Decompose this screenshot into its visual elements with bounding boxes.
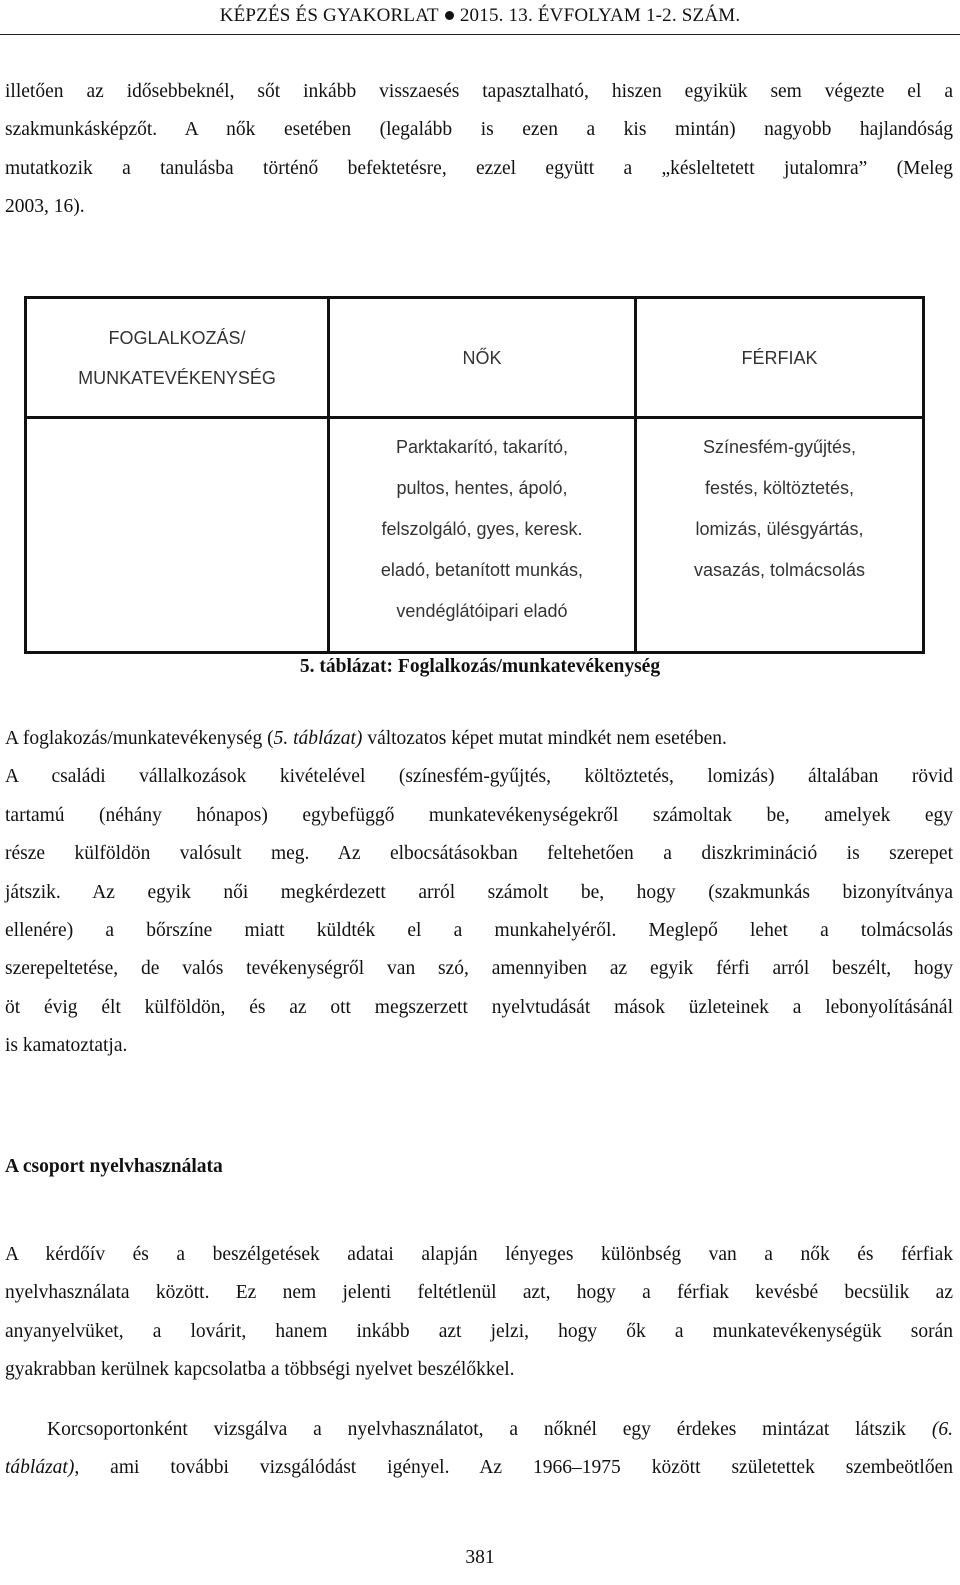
section-heading: A csoport nyelvhasználata: [5, 1156, 223, 1177]
cell-line: felszolgáló, gyes, keresk.: [381, 519, 583, 539]
text-line: tartamú (néhány hónapos) egybefüggő munkatevékenységekről számoltak be, amelyek egy: [5, 804, 953, 826]
table-reference: (6.: [931, 1419, 953, 1440]
text-line: [5, 1449, 953, 1487]
header-women: NŐK: [329, 298, 636, 418]
cell-line: pultos, hentes, ápoló,: [396, 478, 568, 498]
text-line: része külföldön valósult meg. Az elbocsátásokban feltehetően a diszkrimináció is szerepet: [5, 843, 953, 865]
cell-line: Színesfém-gyűjtés,: [702, 437, 857, 457]
text-line: is kamatoztatja.: [5, 1035, 128, 1057]
table-caption: 5. táblázat: Foglalkozás/munkatevékenység: [299, 656, 661, 677]
cell-line: vendéglátóipari eladó: [396, 601, 568, 621]
header-line: FOGLALKOZÁS/: [108, 327, 246, 348]
text-run: A foglakozás/munkatevékenység (: [5, 728, 274, 749]
text-line: [5, 1411, 953, 1449]
body-paragraph: [5, 720, 953, 1066]
text-line: nyelvhasználata között. Ez nem jelenti feltétlenül azt, hogy a férfiak kevésbé becsülik az: [5, 1282, 953, 1304]
text-line: mutatkozik a tanulásba történő befektetésre, ezzel együtt a „késleltetett jutalomra” (Meleg: [5, 157, 953, 179]
men-occupations-cell: [636, 418, 924, 653]
cell-line: lomizás, ülésgyártás,: [695, 519, 864, 539]
running-header: [0, 4, 960, 28]
women-occupations-cell: [329, 418, 636, 653]
text-line: ellenére) a bőrszíne miatt küldték el a munkahelyéről. Meglepő lehet a tolmácsolás: [5, 920, 953, 942]
text-line: illetően az idősebbeknél, sőt inkább visszaesés tapasztalható, hiszen egyikük sem végezte el a: [5, 81, 953, 102]
text-line: szerepeltetése, de valós tevékenységről van szó, amennyiben az egyik férfi arról beszélt, hogy: [5, 958, 953, 980]
header-line: MUNKATEVÉKENYSÉG: [78, 367, 276, 388]
table-header-row: [26, 298, 924, 418]
text-run: Korcsoportonként vizsgálva a nyelvhasználatot, a nőknél egy érdekes mintázat látszik: [47, 1419, 932, 1440]
text-line: A családi vállalkozások kivételével (színesfém-gyűjtés, költöztetés, lomizás) általában rövid: [5, 766, 953, 788]
cell-line: eladó, betanított munkás,: [380, 560, 584, 580]
text-line: anyanyelvüket, a lovárit, hanem inkább azt jelzi, hogy ők a munkatevékenységük során: [5, 1320, 953, 1342]
table-row: [26, 418, 924, 653]
text-line: [5, 720, 953, 758]
table-reference: 5. táblázat): [273, 728, 363, 749]
header-men: FÉRFIAK: [636, 298, 924, 418]
text-line: gyakrabban kerülnek kapcsolatba a többségi nyelvet beszélőkkel.: [5, 1359, 515, 1381]
body-paragraph: [5, 1236, 953, 1390]
bullet-icon: [445, 11, 454, 20]
empty-cell: [26, 418, 329, 653]
cell-line: festés, költöztetés,: [704, 478, 855, 498]
page-number: 381: [465, 1547, 495, 1568]
occupation-table: [24, 296, 925, 654]
text-line: A kérdőív és a beszélgetések adatai alapján lényeges különbség van a nők és férfiak: [5, 1244, 953, 1265]
intro-paragraph: [5, 73, 953, 227]
issue-info: 2015. 13. ÉVFOLYAM 1-2. SZÁM.: [459, 5, 741, 26]
text-line: játszik. Az egyik női megkérdezett arról számolt be, hogy (szakmunkás bizonyítványa: [5, 881, 953, 903]
text-run: változatos képet mutat mindkét nem esetében.: [362, 728, 727, 749]
body-paragraph: [5, 1411, 953, 1488]
text-line: szakmunkásképzőt. A nők esetében (legalább is ezen a kis mintán) nagyobb hajlandóság: [5, 119, 953, 141]
header-rule: [0, 34, 960, 35]
cell-line: Parktakarító, takarító,: [395, 437, 569, 457]
text-run: , ami további vizsgálódást igényel. Az 1966–1975 között születettek szembeötlően: [74, 1457, 953, 1479]
text-line: 2003, 16).: [5, 196, 85, 218]
journal-title: KÉPZÉS ÉS GYAKORLAT: [219, 5, 439, 26]
table-reference: táblázat): [5, 1457, 75, 1479]
cell-line: vasazás, tolmácsolás: [693, 560, 866, 580]
text-line: öt évig élt külföldön, és az ott megszerzett nyelvtudását mások üzleteinek a lebonyolításánál: [5, 996, 953, 1018]
header-occupation: [26, 298, 329, 418]
